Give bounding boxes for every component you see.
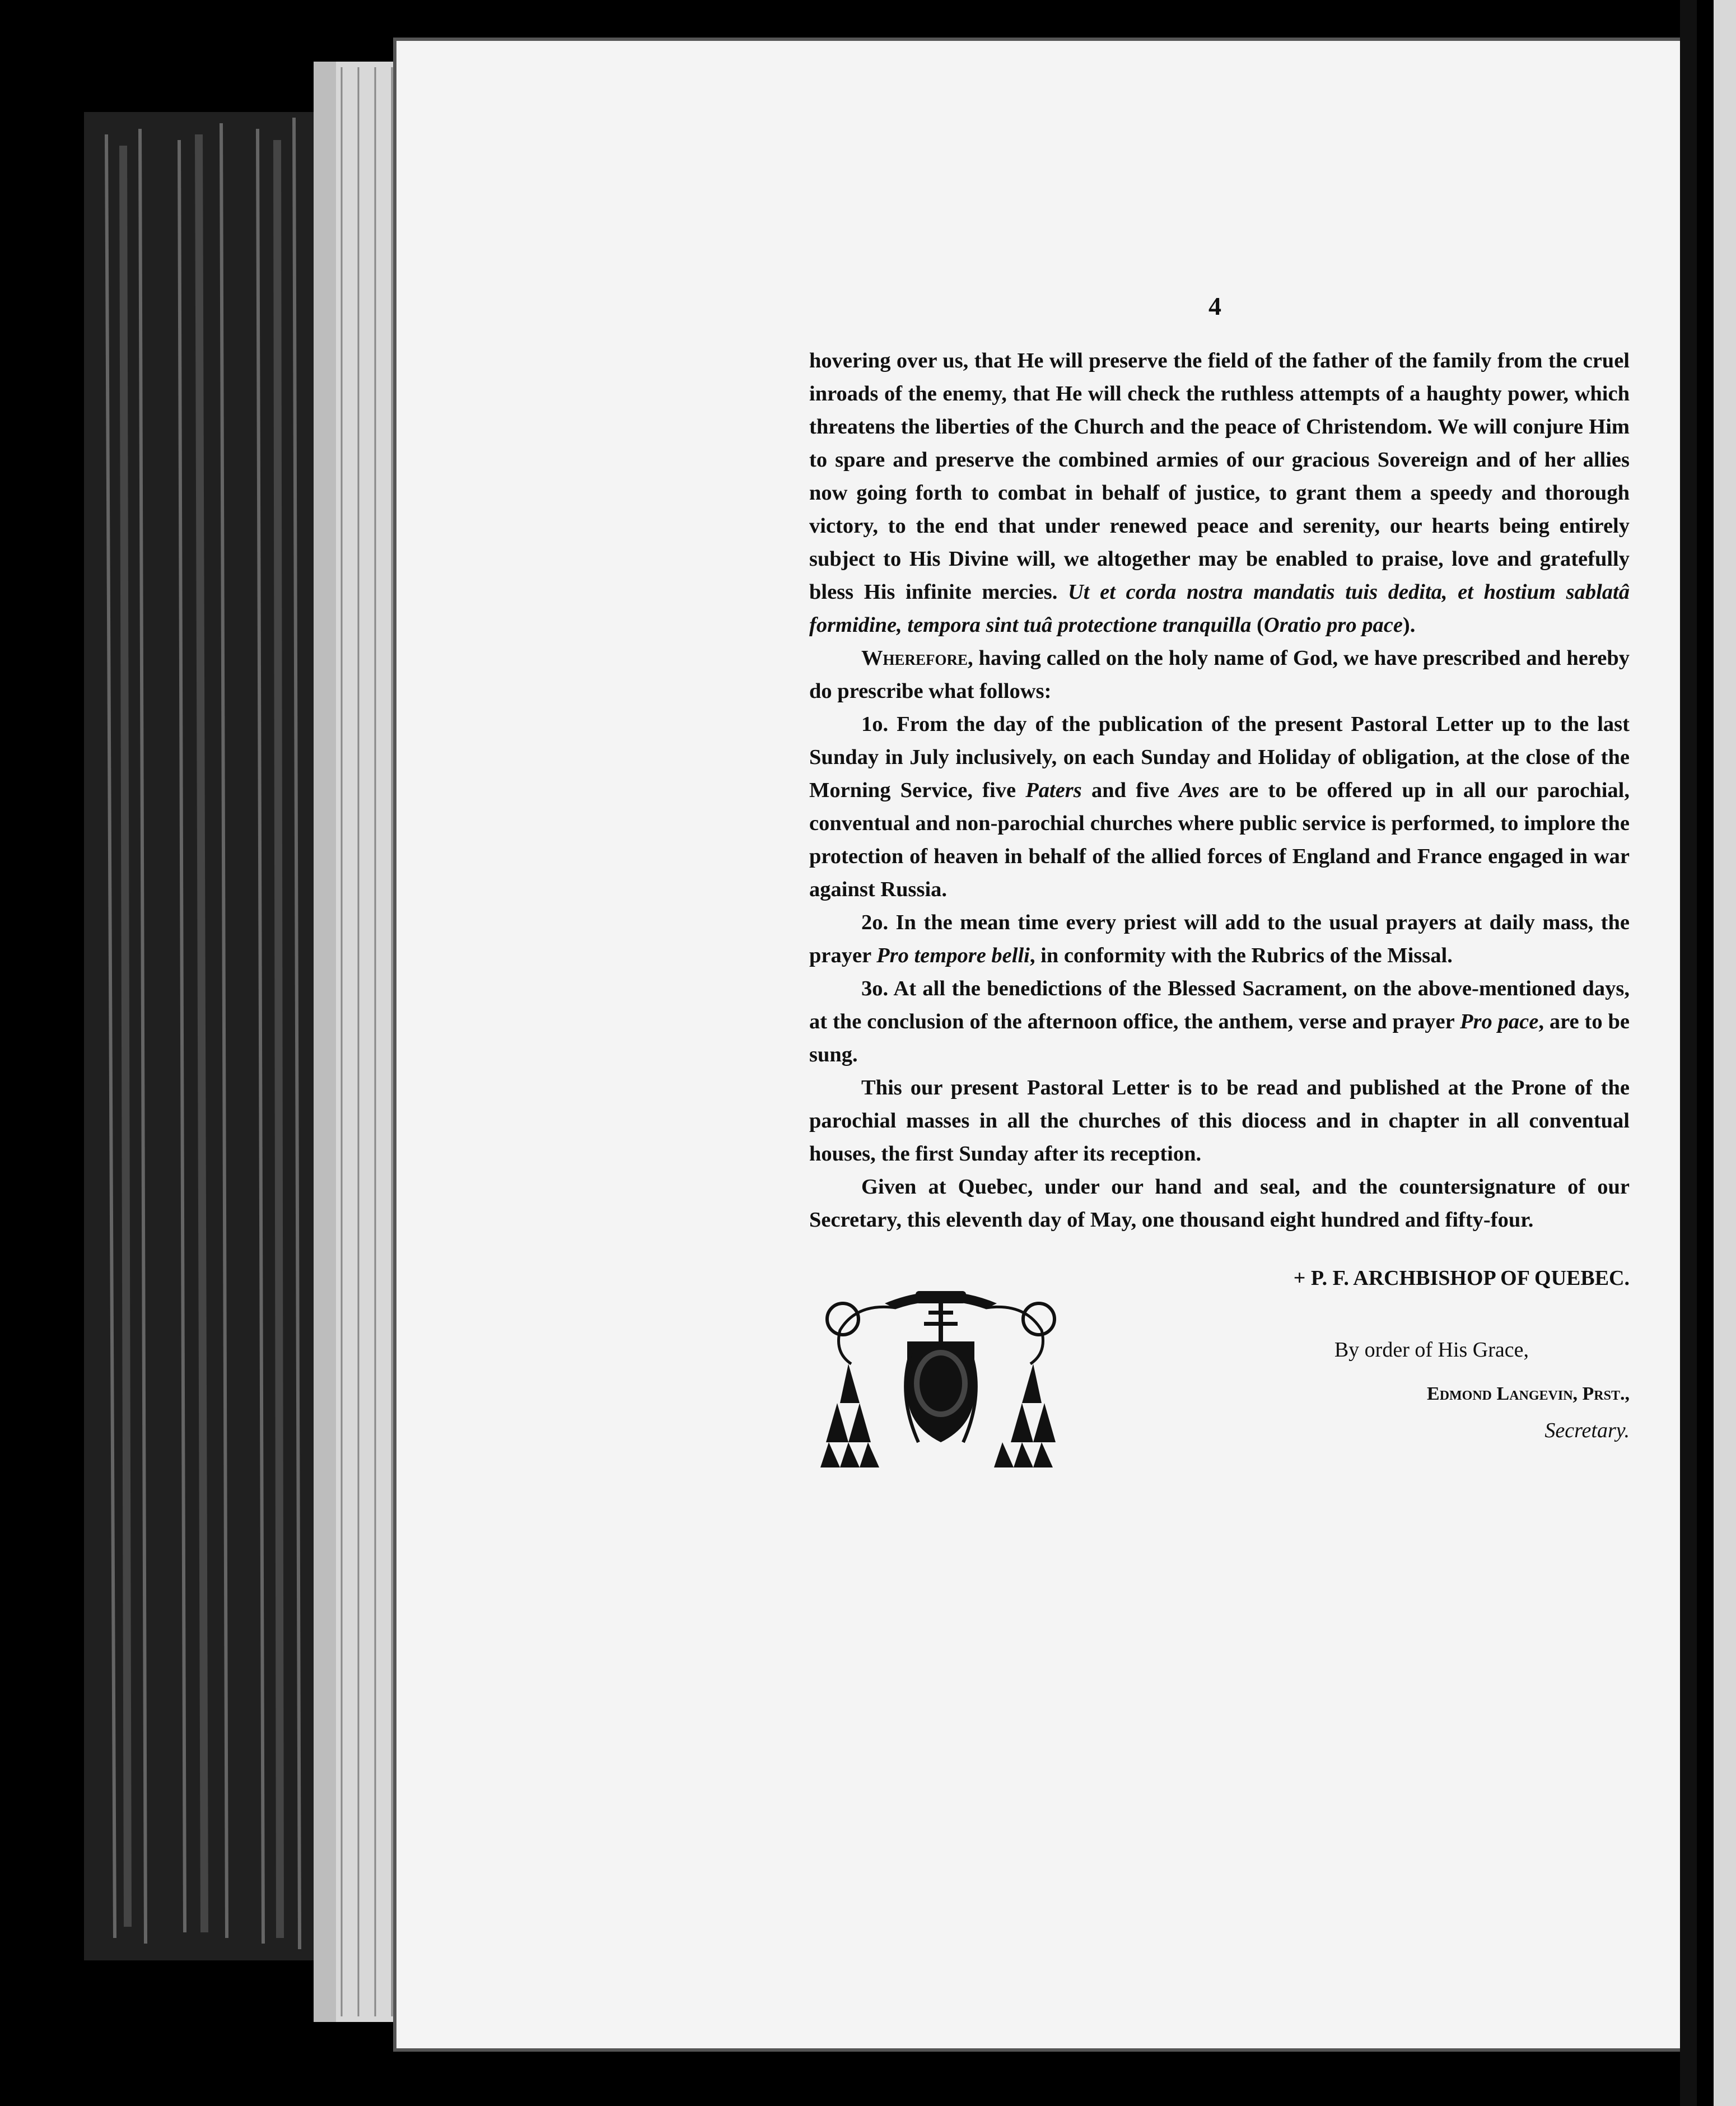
paragraph-given-at: Given at Quebec, under our hand and seal, and the countersignature of our Secretary, this eleventh day of May, one thousand eight hundred and fifty-four. — [809, 1175, 1630, 1232]
secretary-title: Secretary. — [1544, 1419, 1630, 1442]
prescription-item-1: 1o. From the day of the publication of the present Pastoral Letter up to the last Sunday in July inclusively, on each Sunday and Holiday of obligation, at the close of the Morning Service, five Paters and five Aves are to be offered up in all our parochial, conventual and non-parochial churches where public service is performed, to implore the protection of heaven in behalf of the allied forces of England and France engaged in war against Russia. — [809, 712, 1630, 901]
prescription-item-2: 2o. In the mean time every priest will add to the usual prayers at daily mass, the prayer Pro tempore belli, in conformity with the Rubrics of the Missal. — [809, 911, 1630, 967]
by-order-line: By order of His Grace, — [1334, 1338, 1529, 1362]
prescription-item-3: 3o. At all the benedictions of the Blessed Sacrament, on the above-mentioned days, at the conclusion of the afternoon office, the anthem, verse and prayer Pro pace, are to be sung. — [809, 977, 1630, 1066]
archbishop-signature: + P. F. ARCHBISHOP OF QUEBEC. — [1293, 1266, 1630, 1290]
letter-body — [809, 344, 1630, 1237]
secretary-name: Edmond Langevin, Prst., — [1427, 1383, 1630, 1404]
paragraph-continuation: hovering over us, that He will preserve the field of the father of the family from the cruel inroads of the enemy, that He will check the ruthless attempts of a haughty power, which threatens the liberties of the Church and the peace of Christendom. We will conjure Him to spare and preserve the combined armies of our gracious Sovereign and of her allies now going forth to combat in behalf of justice, to grant them a speedy and thorough victory, to the end that under renewed peace and serenity, our hearts being entirely subject to His Divine will, we altogether may be enabled to praise, love and gratefully bless His infinite mercies. Ut et corda nostra mandatis tuis dedita, et hostium sablatâ formidine, tempora sint tuâ protectione tranquilla (Oratio pro pace). — [809, 349, 1630, 637]
page-number: 4 — [1208, 292, 1221, 320]
paragraph-wherefore: Wherefore, having called on the holy name of God, we have prescribed and hereby do prescribe what follows: — [809, 646, 1630, 703]
paragraph-publication: This our present Pastoral Letter is to be read and published at the Prone of the parochial masses in all the churches of this diocess and in chapter in all conventual houses, the first Sunday after its reception. — [809, 1076, 1630, 1166]
archiepiscopal-coat-of-arms — [818, 1280, 1064, 1470]
